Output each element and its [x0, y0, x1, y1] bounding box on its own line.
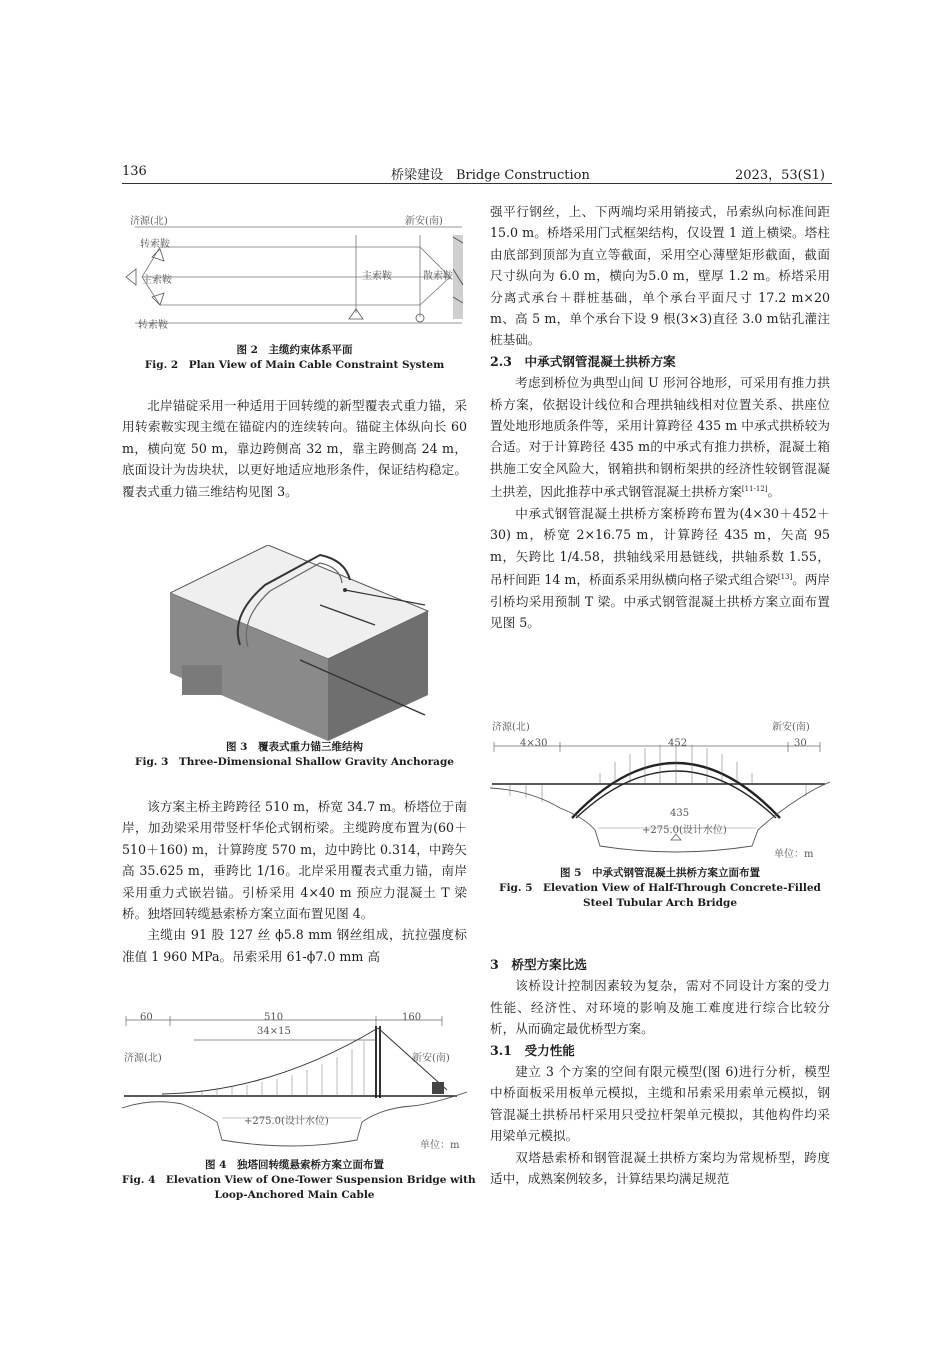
right-p2-end: 。 [767, 484, 781, 500]
section-3-1-heading: 3.1 受力性能 [490, 1042, 575, 1058]
fig5-label-north: 济源(北) [492, 722, 530, 733]
right-column-top [490, 201, 830, 634]
figure-4-suspension-elevation [122, 1012, 467, 1152]
fig5-dim-452: 452 [668, 738, 688, 749]
section-3 [490, 954, 830, 1189]
fig5-dim-435: 435 [670, 808, 690, 819]
running-head-journal: 桥梁建设 Bridge Construction [391, 168, 590, 183]
figure-2-caption-en: Fig. 2 Plan View of Main Cable Constraint System [144, 359, 445, 371]
fig5-unit: 单位：m [774, 849, 814, 860]
fig4-dim-510: 510 [264, 1012, 284, 1023]
fig4-dim-34x15: 34×15 [257, 1026, 291, 1037]
page-number: 136 [122, 164, 147, 179]
fig2-label-main-saddle-left: 主索鞍 [142, 275, 172, 286]
figure-2-caption [122, 343, 467, 373]
fig5-label-south: 新安(南) [772, 722, 810, 733]
right-p3 [490, 503, 830, 634]
right-p3-text: 中承式钢管混凝土拱桥方案桥跨布置为(4×30＋452＋30) m，桥宽 2×16.75 m，计算跨径 435 m，矢高 95 m，矢跨比 1/4.58，拱轴线采用悬链线，拱轴系数 1.55，吊杆间距 14 m，桥面系采用纵横向格子梁式组合梁 [490, 505, 830, 588]
figure-2-plan-view [120, 205, 465, 335]
fig4-label-south: 新安(南) [412, 1053, 450, 1064]
figure-4-caption-en-1: Fig. 4 Elevation View of One-Tower Suspension Bridge with [122, 1174, 476, 1186]
figure-3-caption [122, 740, 467, 770]
fig4-water-level: +275.0(设计水位) [244, 1116, 329, 1127]
figure-5-caption-en-2: Steel Tubular Arch Bridge [583, 897, 737, 909]
fig2-label-turn-saddle-top: 转索鞍 [140, 239, 170, 250]
right-p2 [490, 372, 830, 503]
fig2-label-turn-saddle-bottom: 转索鞍 [138, 320, 168, 331]
figure-2-caption-cn: 图 2 主缆约束体系平面 [236, 344, 353, 356]
fig4-dim-160: 160 [402, 1012, 422, 1023]
fig2-label-north: 济源(北) [130, 216, 168, 227]
fig4-label-north: 济源(北) [124, 1053, 162, 1064]
figure-5-caption-en-1: Fig. 5 Elevation View of Half-Through Concrete-Filled [499, 882, 821, 894]
figure-4-caption [122, 1158, 476, 1203]
fig5-water-level: +275.0(设计水位) [642, 825, 727, 836]
fig2-label-scatter-saddle: 散索鞍 [423, 271, 453, 282]
figure-3-caption-en: Fig. 3 Three-Dimensional Shallow Gravity Anchorage [135, 756, 454, 768]
section-3-p1: 该桥设计控制因素较为复杂，需对不同设计方案的受力性能、经济性、对环境的影响及施工难度进行综合比较分析，从而确定最优桥型方案。 [490, 978, 830, 1037]
fig5-dim-30: 30 [794, 738, 807, 749]
fig2-label-main-saddle-mid: 主索鞍 [362, 271, 392, 282]
figure-3-caption-cn: 图 3 覆表式重力锚三维结构 [226, 741, 363, 753]
section-3-heading: 3 桥型方案比选 [490, 957, 587, 972]
fig4-dim-60: 60 [140, 1012, 153, 1023]
right-p1: 强平行钢丝，上、下两端均采用销接式，吊索纵向标准间距 15.0 m。桥塔采用门式框架结构，仅设置 1 道上横梁。塔柱由底部到顶部为直立等截面，采用空心薄壁矩形截面，截面尺寸纵向为 6.0 m，横向为5.0 m，壁厚 1.2 m。桥塔采用分离式承台＋群桩基础，单个承台平面尺寸 17.2 m×20 m、高 5 m，单个承台下设 9 根(3×3)直径 3.0 m钻孔灌注桩基础。 [490, 204, 830, 348]
figure-5-caption-cn: 图 5 中承式钢管混凝土拱桥方案立面布置 [560, 867, 760, 879]
fig5-dim-4x30: 4×30 [520, 738, 548, 749]
figure-4-caption-en-2: Loop-Anchored Main Cable [214, 1189, 375, 1201]
left-p2: 该方案主桥主跨跨径 510 m，桥宽 34.7 m。桥塔位于南岸，加劲梁采用带竖杆华伦式钢桁梁。主缆跨度布置为(60＋510＋160) m，计算跨度 570 m，边中跨比 0.314，中跨矢高 35.625 m，垂跨比 1/16。北岸采用覆表式重力锚，南岸采用重力式嵌岩锚。引桥采用 4×40 m 预应力混凝土 T 梁桥。独塔回转缆悬索桥方案立面布置见图 4。 [122, 799, 467, 922]
section-3-p2: 建立 3 个方案的空间有限元模型(图 6)进行分析，模型中桥面板采用板单元模拟，主缆和吊索采用索单元模拟，钢管混凝土拱桥吊杆采用只受拉杆架单元模拟，其他构件均采用梁单元模拟。 [490, 1064, 830, 1144]
citation-11-12: [11-12] [741, 485, 768, 494]
citation-13: [13] [777, 573, 793, 582]
header-rule [122, 183, 832, 184]
fig2-label-south: 新安(南) [405, 216, 443, 227]
figure-4-caption-cn: 图 4 独塔回转缆悬索桥方案立面布置 [205, 1159, 384, 1171]
figure-3-anchorage-3d [170, 545, 430, 750]
left-p1: 北岸锚碇采用一种适用于回转缆的新型覆表式重力锚，采用转索鞍实现主缆在锚碇内的连续转向。锚碇主体纵向长 60 m，横向宽 50 m，靠边跨侧高 32 m，靠主跨侧高 24 m，底面设计为齿块状，以更好地适应地形条件，保证结构稳定。覆表式重力锚三维结构见图 3。 [122, 398, 467, 499]
left-p3: 主缆由 91 股 127 丝 ϕ5.8 mm 钢丝组成，抗拉强度标准值 1 960 MPa。吊索采用 61-ϕ7.0 mm 高 [122, 927, 467, 964]
right-p3-end: 。两岸引桥均采用预制 T 梁。中承式钢管混凝土拱桥方案立面布置见图 5。 [490, 572, 831, 631]
left-paragraph-2-3 [122, 796, 467, 967]
running-head-issue: 2023，53(S1) [735, 168, 825, 183]
figure-5-arch-elevation [490, 718, 830, 860]
fig4-unit: 单位：m [420, 1140, 460, 1151]
right-p2-text: 考虑到桥位为典型山间 U 形河谷地形，可采用有推力拱桥方案，依据设计线位和合理拱轴线相对位置关系、拱座位置处地形地质条件等，采用计算跨径 435 m 中承式拱桥较为合适。对于计算跨径 435 m的中承式有推力拱桥，混凝土箱拱施工安全风险大，钢箱拱和钢桁架拱的经济性较钢管混凝土拱差，因此推荐中承式钢管混凝土拱桥方案 [490, 375, 830, 500]
section-2-3-heading: 2.3 中承式钢管混凝土拱桥方案 [490, 353, 676, 369]
left-paragraph-1 [122, 395, 467, 502]
section-3-p3: 双塔悬索桥和钢管混凝土拱桥方案均为常规桥型，跨度适中，成熟案例较多，计算结果均满足规范 [490, 1149, 830, 1187]
figure-5-caption [490, 866, 830, 911]
